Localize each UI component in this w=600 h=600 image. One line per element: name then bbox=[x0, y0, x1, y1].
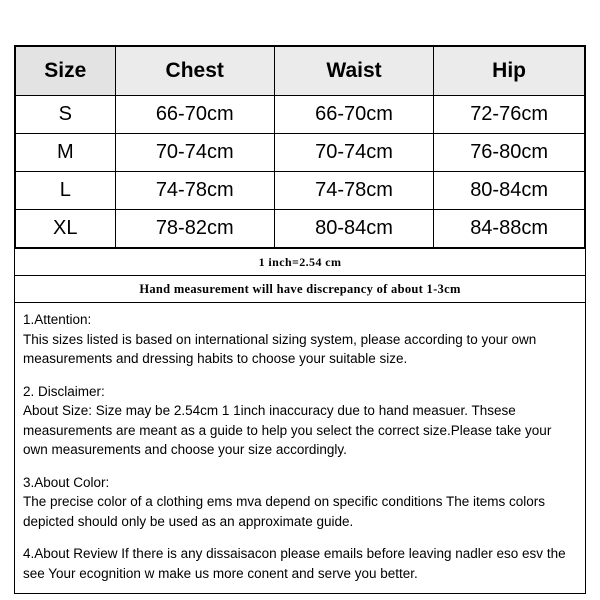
cell-hip: 80-84cm bbox=[434, 172, 585, 210]
cell-waist: 70-74cm bbox=[274, 134, 433, 172]
section-about-review bbox=[23, 544, 577, 583]
section-about-color-line-2: colors depicted should only be used as an approximate guide. bbox=[23, 494, 546, 529]
information-text-block bbox=[15, 302, 585, 593]
measurement-discrepancy-note: Hand measurement will have discrepancy of about 1-3cm bbox=[15, 275, 585, 302]
table-row bbox=[16, 210, 585, 248]
table-body bbox=[16, 96, 585, 248]
cell-hip: 84-88cm bbox=[434, 210, 585, 248]
cell-size: XL bbox=[16, 210, 116, 248]
section-disclaimer-line-3: your own measurements and choose your size accordingly. bbox=[23, 422, 552, 457]
inch-conversion-note: 1 inch=2.54 cm bbox=[15, 248, 585, 275]
cell-chest: 66-70cm bbox=[115, 96, 274, 134]
size-chart-sheet bbox=[14, 45, 586, 594]
cell-waist: 74-78cm bbox=[274, 172, 433, 210]
section-about-color-heading: 3.About Color: bbox=[23, 474, 110, 490]
section-disclaimer bbox=[23, 382, 577, 460]
column-header-hip: Hip bbox=[434, 47, 585, 96]
section-about-color bbox=[23, 473, 577, 532]
column-header-waist: Waist bbox=[274, 47, 433, 96]
section-attention-line-1: This sizes listed is based on international sizing system, please according to your own bbox=[23, 331, 537, 347]
section-disclaimer-line-2: measurements are meant as a guide to help you select the correct size.Please take bbox=[23, 422, 522, 438]
cell-hip: 76-80cm bbox=[434, 134, 585, 172]
section-attention-line-2: measurements and dressing habits to choose your suitable size. bbox=[23, 351, 408, 366]
cell-chest: 70-74cm bbox=[115, 134, 274, 172]
size-table bbox=[15, 46, 585, 248]
table-header-row bbox=[16, 47, 585, 96]
cell-size: M bbox=[16, 134, 116, 172]
section-disclaimer-line-1: About Size: Size may be 2.54cm 1 1inch inaccuracy due to hand measuer. Thsese bbox=[23, 403, 516, 418]
table-row bbox=[16, 134, 585, 172]
cell-size: L bbox=[16, 172, 116, 210]
cell-size: S bbox=[16, 96, 116, 134]
section-about-review-line-2: the see Your ecognition w make us more conent and serve you better. bbox=[23, 546, 566, 581]
cell-hip: 72-76cm bbox=[434, 96, 585, 134]
cell-chest: 74-78cm bbox=[115, 172, 274, 210]
section-attention-heading: 1.Attention: bbox=[23, 312, 92, 327]
section-about-color-line-1: The precise color of a clothing ems mva depend on specific conditions The items bbox=[23, 494, 506, 509]
cell-chest: 78-82cm bbox=[115, 210, 274, 248]
column-header-chest: Chest bbox=[115, 47, 274, 96]
section-attention bbox=[23, 310, 577, 369]
column-header-size: Size bbox=[16, 47, 116, 96]
table-row bbox=[16, 96, 585, 134]
section-disclaimer-heading: 2. Disclaimer: bbox=[23, 383, 105, 399]
cell-waist: 66-70cm bbox=[274, 96, 433, 134]
table-header bbox=[16, 47, 585, 96]
cell-waist: 80-84cm bbox=[274, 210, 433, 248]
table-row bbox=[16, 172, 585, 210]
section-about-review-line-1: 4.About Review If there is any dissaisacon please emails before leaving nadler eso esv bbox=[23, 546, 544, 561]
